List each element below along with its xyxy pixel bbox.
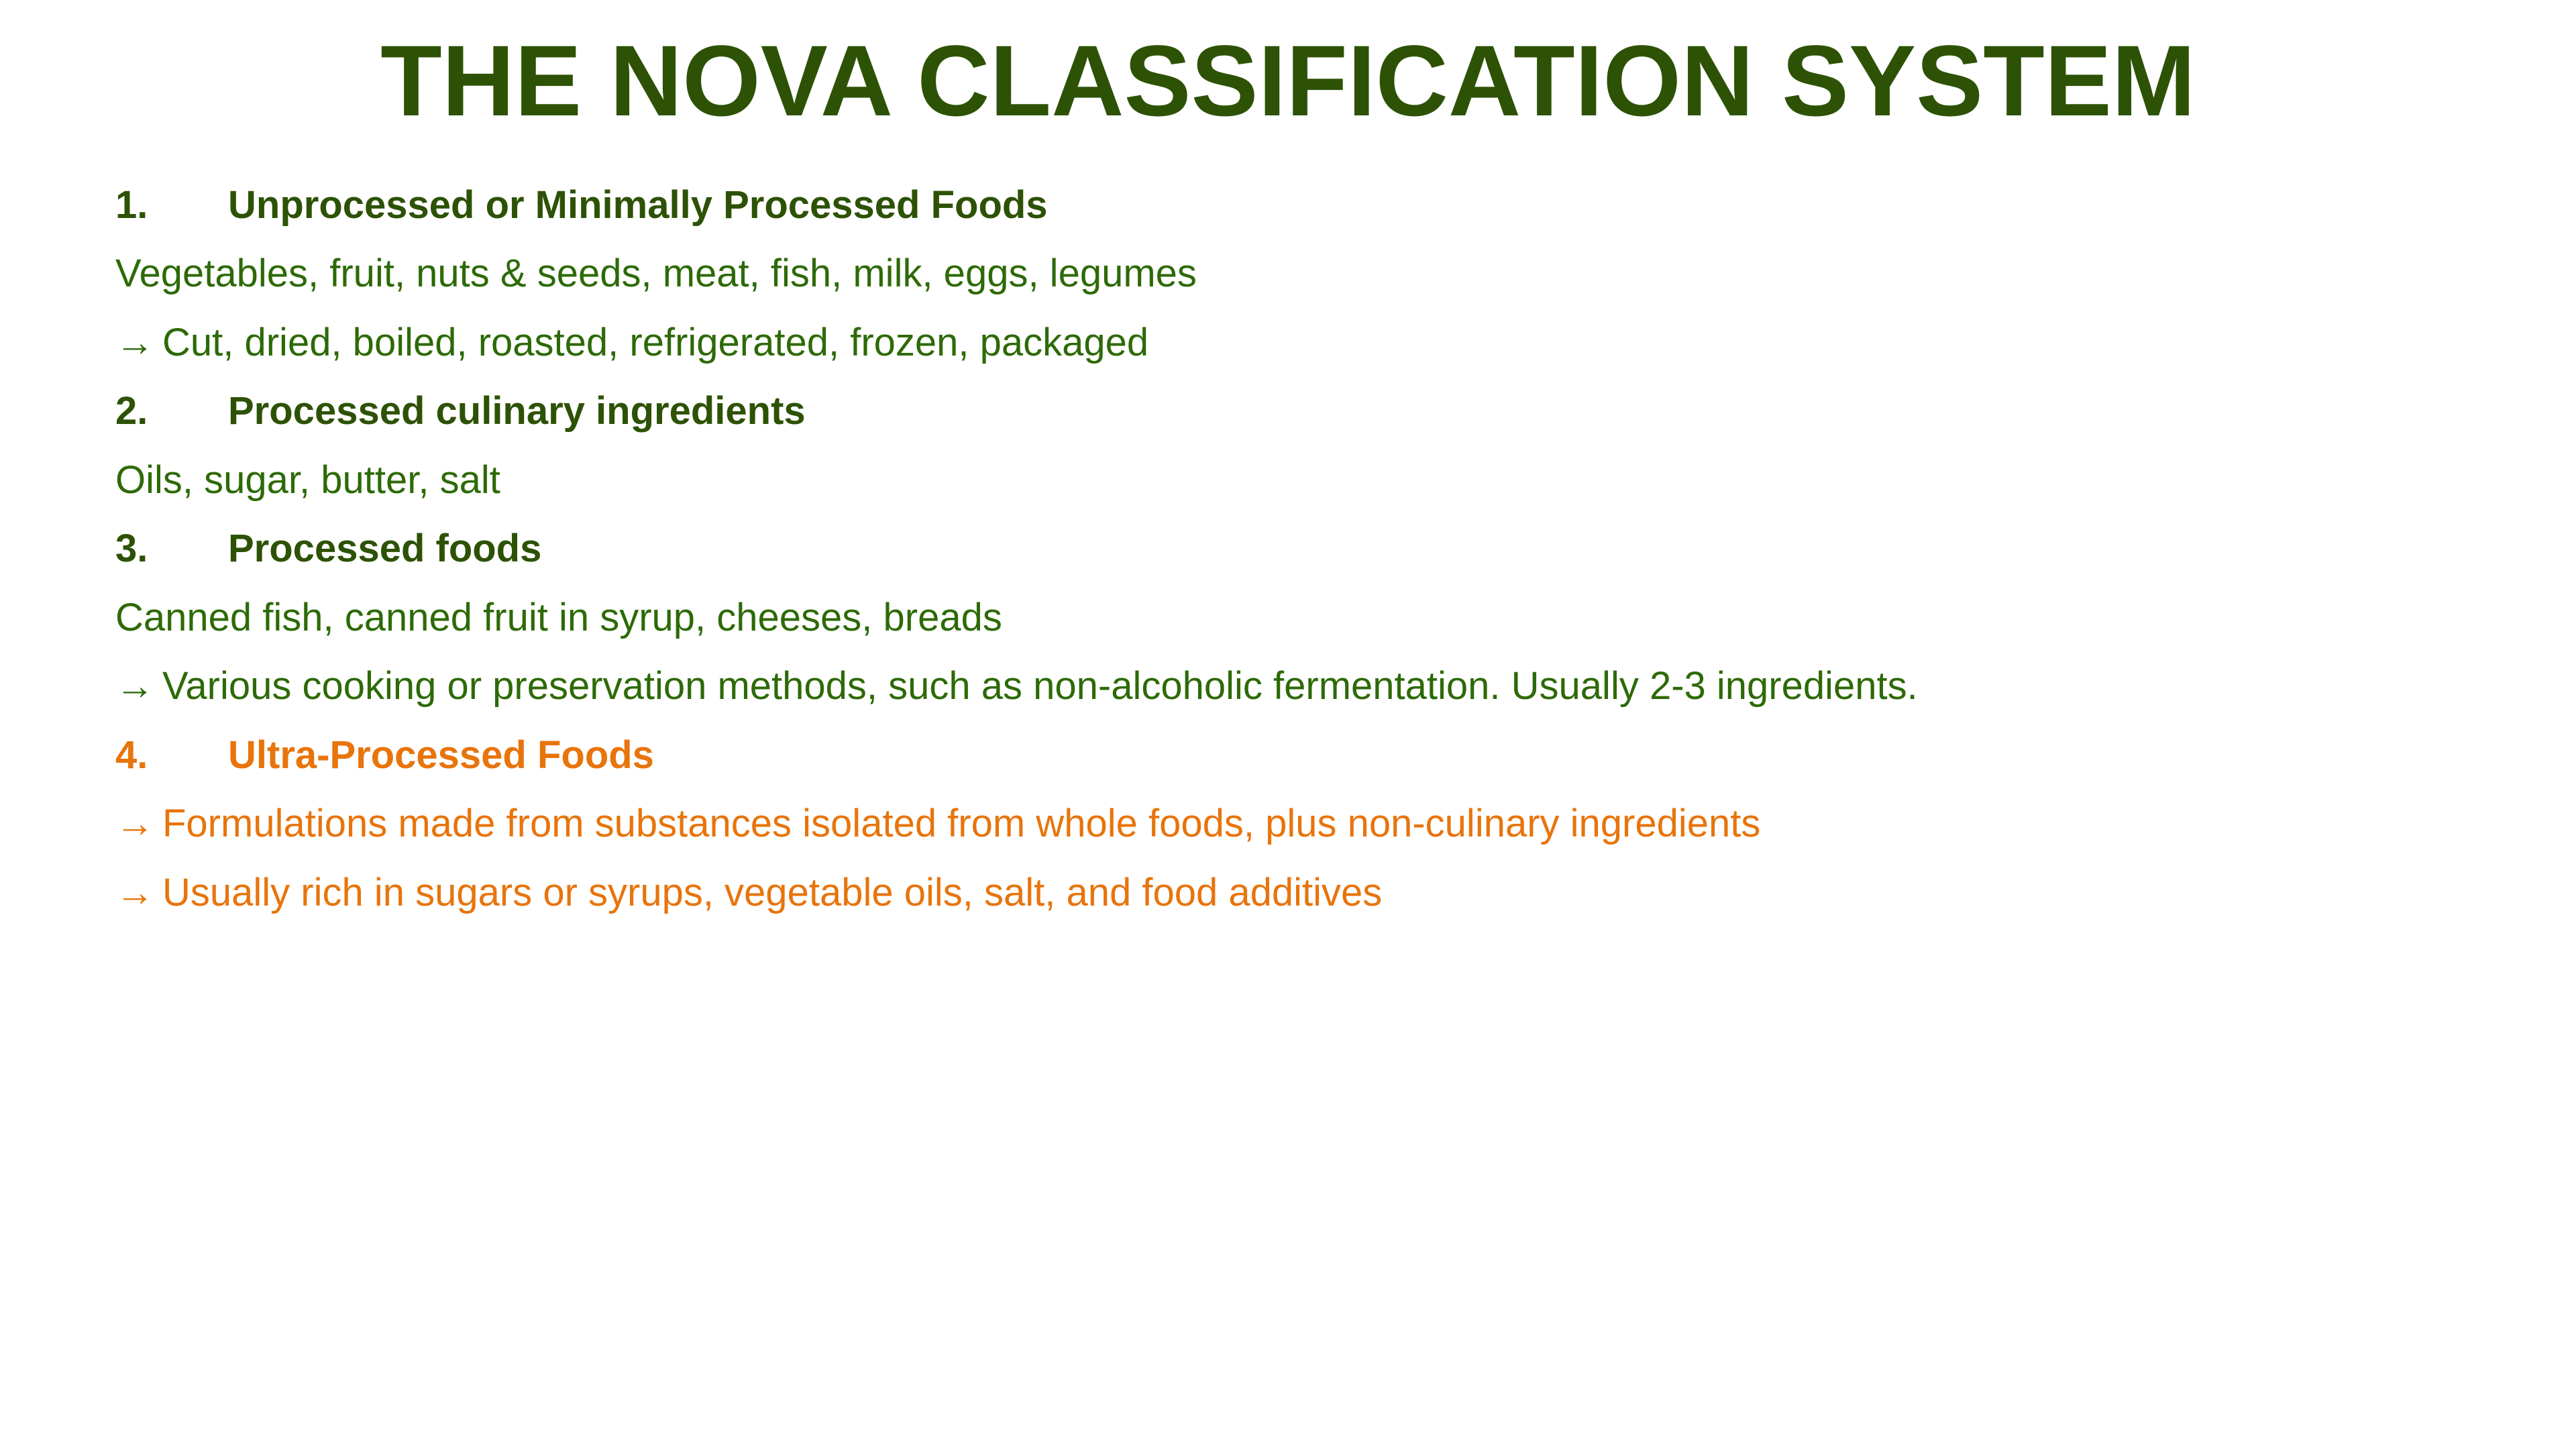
list-item-3-line-1: Canned fish, canned fruit in syrup, cheeses, breads <box>115 595 1002 639</box>
list-item-1-line-1: Vegetables, fruit, nuts & seeds, meat, fish, milk, eggs, legumes <box>115 252 1197 295</box>
list-item-label-1: Unprocessed or Minimally Processed Foods <box>228 182 1048 227</box>
list-item-label-3: Processed foods <box>228 527 542 570</box>
page-title: THE NOVA CLASSIFICATION SYSTEM <box>380 24 2196 137</box>
list-item-4-line-1-text: Formulations made from substances isolated from whole foods, plus non-culinary ingredients <box>162 802 1761 845</box>
list-item-3-line-2-text: Various cooking or preservation methods, such as non-alcoholic fermentation. Usually 2-3 ingredients. <box>162 664 1918 708</box>
list-item-3-line-2 <box>115 662 2496 711</box>
list-item-2-line-1: Oils, sugar, butter, salt <box>115 458 500 502</box>
nova-category-list <box>0 181 2576 918</box>
list-item-1-line-2-text: Cut, dried, boiled, roasted, refrigerated, frozen, packaged <box>162 320 1149 364</box>
list-item-4-line-1 <box>115 800 2496 849</box>
list-item-number-2: 2. <box>115 389 148 433</box>
arrow-icon: → <box>115 320 154 364</box>
arrow-icon: → <box>115 870 154 914</box>
list-item-number-3: 3. <box>115 527 148 570</box>
list-item-heading-4 <box>115 731 2496 780</box>
arrow-icon: → <box>115 802 154 845</box>
list-item-number-4: 4. <box>115 733 148 777</box>
list-item-label-2: Processed culinary ingredients <box>228 389 806 433</box>
list-item-heading-3 <box>115 525 2496 574</box>
list-item-number-1: 1. <box>115 182 148 227</box>
list-item-label-4: Ultra-Processed Foods <box>228 733 654 777</box>
list-item-4-line-2 <box>115 869 2496 918</box>
arrow-icon: → <box>115 664 154 708</box>
list-item-1-line-2 <box>115 319 2496 368</box>
list-item-heading-2 <box>115 387 2496 436</box>
list-item-4-line-2-text: Usually rich in sugars or syrups, vegetable oils, salt, and food additives <box>162 870 1383 914</box>
list-item-heading-1 <box>115 181 2496 230</box>
